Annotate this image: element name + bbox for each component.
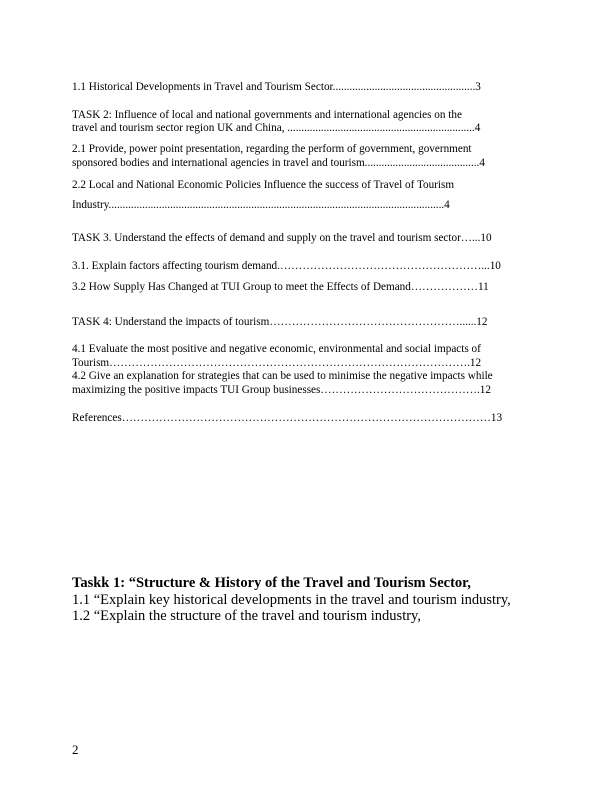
toc-entry-3-1: 3.1. Explain factors affecting tourism demand.………………………………………………...10 bbox=[72, 260, 501, 272]
section-item-1-2: 1.2 “Explain the structure of the travel and tourism industry, bbox=[72, 608, 421, 624]
toc-entry-task-2-cont: travel and tourism sector region UK and China, ...................................................................4 bbox=[72, 122, 481, 134]
page-number: 2 bbox=[72, 742, 79, 757]
toc-entry-4-2: 4.2 Give an explanation for strategies that can be used to minimise the negative impacts while bbox=[72, 370, 493, 382]
toc-entry-references: References………………………………………………………………………………………13 bbox=[72, 412, 503, 424]
toc-entry-4-2-cont: maximizing the positive impacts TUI Group businesses…………………………………….12 bbox=[72, 384, 491, 396]
toc-entry-task-4: TASK 4: Understand the impacts of tourism……………………………………………......12 bbox=[72, 316, 488, 328]
toc-entry-task-2: TASK 2: Influence of local and national governments and international agencies on the bbox=[72, 109, 462, 121]
toc-entry-2-1: 2.1 Provide, power point presentation, regarding the perform of government, government bbox=[72, 143, 472, 155]
toc-entry-2-2-cont: Industry........................................................................................................................4 bbox=[72, 199, 450, 211]
toc-entry-4-1: 4.1 Evaluate the most positive and negative economic, environmental and social impacts of bbox=[72, 343, 481, 355]
section-heading: Taskk 1: “Structure & History of the Travel and Tourism Sector, bbox=[72, 575, 471, 591]
section-item-1-1: 1.1 “Explain key historical developments in the travel and tourism industry, bbox=[72, 592, 511, 608]
toc-entry-task-3: TASK 3. Understand the effects of demand and supply on the travel and tourism sector…...10 bbox=[72, 232, 492, 244]
toc-entry-1-1: 1.1 Historical Developments in Travel and Tourism Sector...................................................3 bbox=[72, 81, 481, 93]
toc-entry-2-2: 2.2 Local and National Economic Policies Influence the success of Travel of Tourism bbox=[72, 179, 455, 191]
toc-entry-4-1-cont: Tourism…………………………………………………………………………………….12 bbox=[72, 357, 482, 369]
toc-entry-3-2: 3.2 How Supply Has Changed at TUI Group to meet the Effects of Demand………………11 bbox=[72, 281, 489, 293]
toc-entry-2-1-cont: sponsored bodies and international agencies in travel and tourism.........................................4 bbox=[72, 157, 485, 169]
